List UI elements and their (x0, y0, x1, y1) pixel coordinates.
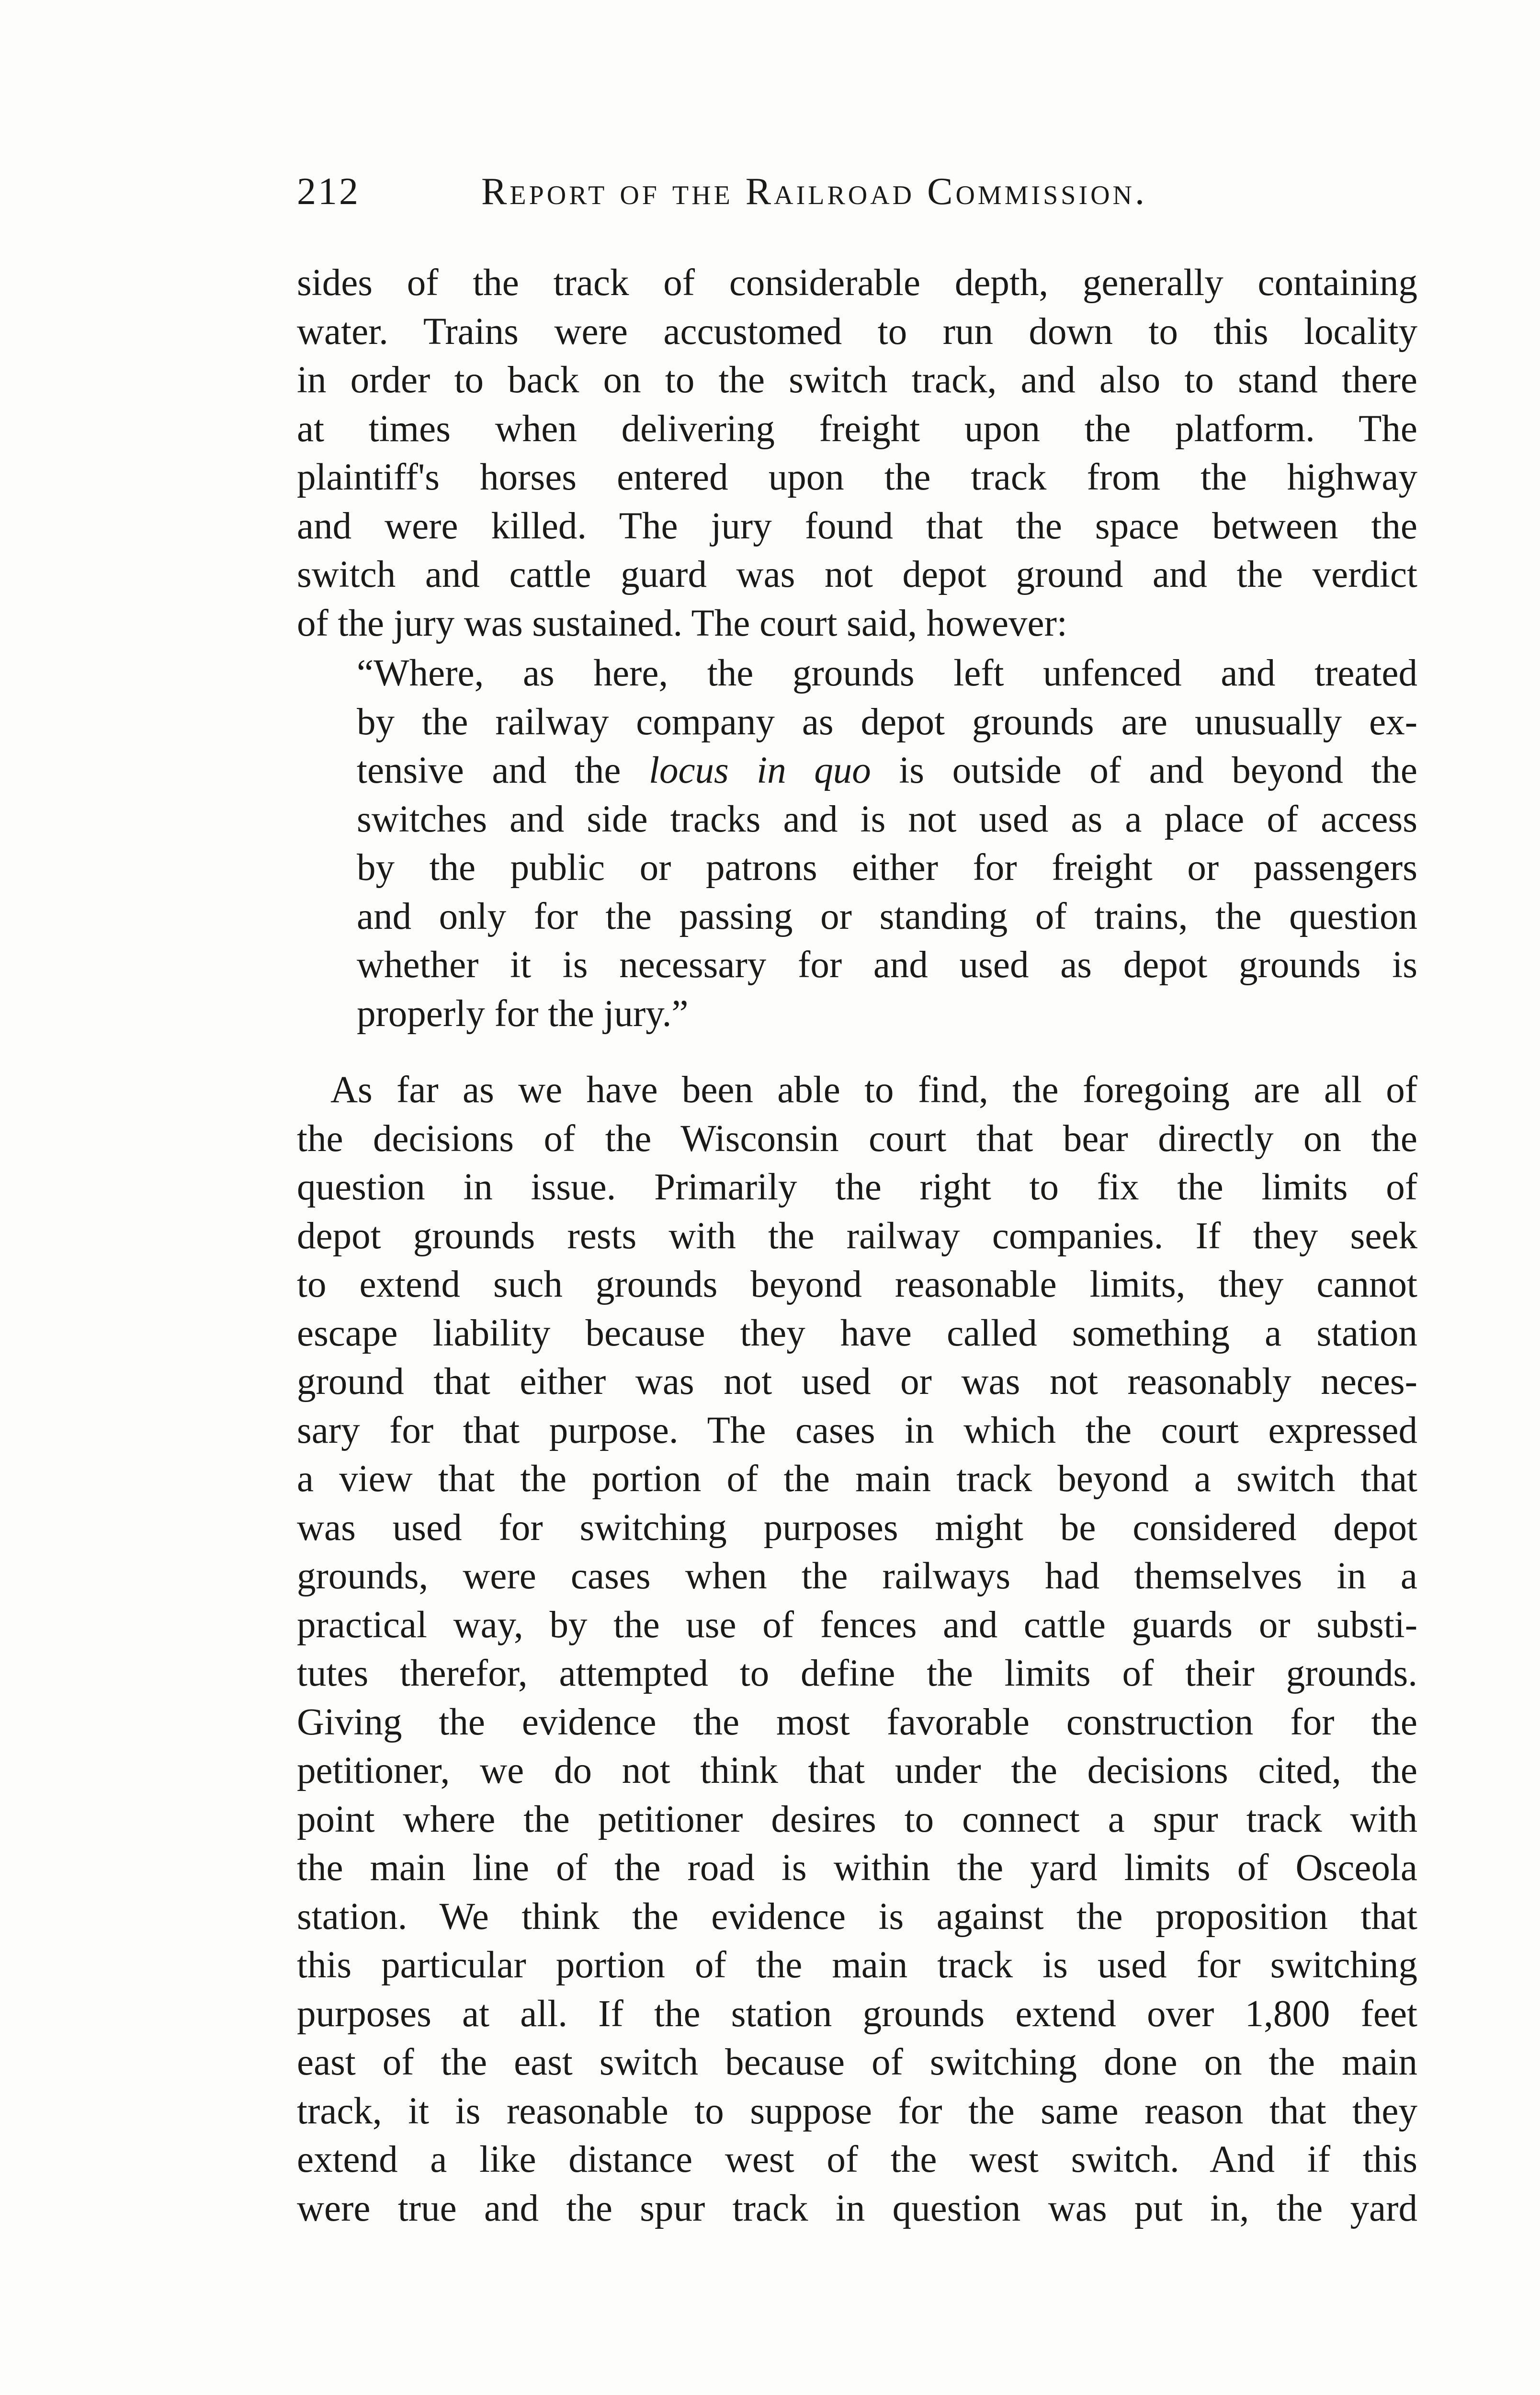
quote-line-with-italic (357, 746, 1417, 795)
text-line: the main line of the road is within the yard limits of Osceola (297, 1847, 1417, 1889)
italic-phrase: locus in quo (649, 750, 871, 791)
text-line: As far as we have been able to find, the foregoing are all of (330, 1069, 1417, 1111)
running-title: Report of the Railroad Commission. (481, 171, 1147, 213)
text-line: to extend such grounds beyond reasonable limits, they cannot (297, 1264, 1417, 1305)
text-line: sides of the track of considerable depth, generally containing (297, 262, 1417, 304)
page-header (297, 170, 1446, 223)
text-line: depot grounds rests with the railway companies. If they seek (297, 1215, 1417, 1257)
quote-line: by the railway company as depot grounds are unusually ex- (357, 701, 1417, 743)
text-line: petitioner, we do not think that under the decisions cited, the (297, 1750, 1417, 1791)
text-line: water. Trains were accustomed to run down to this locality (297, 310, 1417, 353)
text-line: and were killed. The jury found that the space between the (297, 505, 1417, 547)
text-line: sary for that purpose. The cases in which the court expressed (297, 1409, 1417, 1451)
text-line: the decisions of the Wisconsin court that bear directly on the (297, 1118, 1417, 1160)
text-line: station. We think the evidence is against the proposition that (297, 1895, 1417, 1938)
page-number: 212 (297, 171, 360, 213)
text-line: switch and cattle guard was not depot ground and the verdict (297, 554, 1417, 595)
text-line: point where the petitioner desires to connect a spur track with (297, 1798, 1417, 1840)
text-line: at times when delivering freight upon the platform. The (297, 408, 1417, 450)
text-line: a view that the portion of the main track beyond a switch that (297, 1458, 1417, 1500)
block-quote (357, 649, 1417, 1038)
quote-line: by the public or patrons either for freight or passengers (357, 847, 1417, 889)
quote-line: whether it is necessary for and used as depot grounds is (357, 944, 1417, 986)
quote-line: “Where, as here, the grounds left unfenced and treated (357, 652, 1417, 694)
text-line: grounds, were cases when the railways had themselves in a (297, 1555, 1417, 1597)
text-line: question in issue. Primarily the right to fix the limits of (297, 1166, 1417, 1208)
quote-line: and only for the passing or standing of trains, the question (357, 895, 1417, 937)
text-line: track, it is reasonable to suppose for the same reason that they (297, 2090, 1417, 2132)
text-line: east of the east switch because of switching done on the main (297, 2041, 1417, 2083)
text-line: practical way, by the use of fences and cattle guards or substi- (297, 1604, 1417, 1646)
paragraph-2 (297, 1066, 1417, 2233)
text-line: extend a like distance west of the west switch. And if this (297, 2139, 1417, 2180)
text-line: purposes at all. If the station grounds extend over 1,800 feet (297, 1993, 1417, 2035)
text-line: ground that either was not used or was not reasonably neces- (297, 1361, 1417, 1403)
text-line: were true and the spur track in question was put in, the yard (297, 2187, 1417, 2229)
text-line: was used for switching purposes might be considered depot (297, 1506, 1417, 1549)
quote-text: tensive and the (357, 750, 649, 791)
quote-line: switches and side tracks and is not used as a place of access (357, 798, 1417, 840)
text-line: tutes therefor, attempted to define the limits of their grounds. (297, 1653, 1417, 1694)
quote-text: is outside of and beyond the (871, 750, 1417, 791)
quote-line: properly for the jury.” (357, 992, 689, 1035)
text-line: in order to back on to the switch track, and also to stand there (297, 359, 1417, 401)
text-line: escape liability because they have called something a station (297, 1312, 1417, 1354)
paragraph-1 (297, 259, 1417, 648)
text-line: plaintiff's horses entered upon the track from the highway (297, 456, 1417, 498)
text-line: of the jury was sustained. The court said, however: (297, 602, 1067, 644)
text-line: Giving the evidence the most favorable construction for the (297, 1701, 1417, 1743)
text-line: this particular portion of the main track is used for switching (297, 1944, 1417, 1986)
